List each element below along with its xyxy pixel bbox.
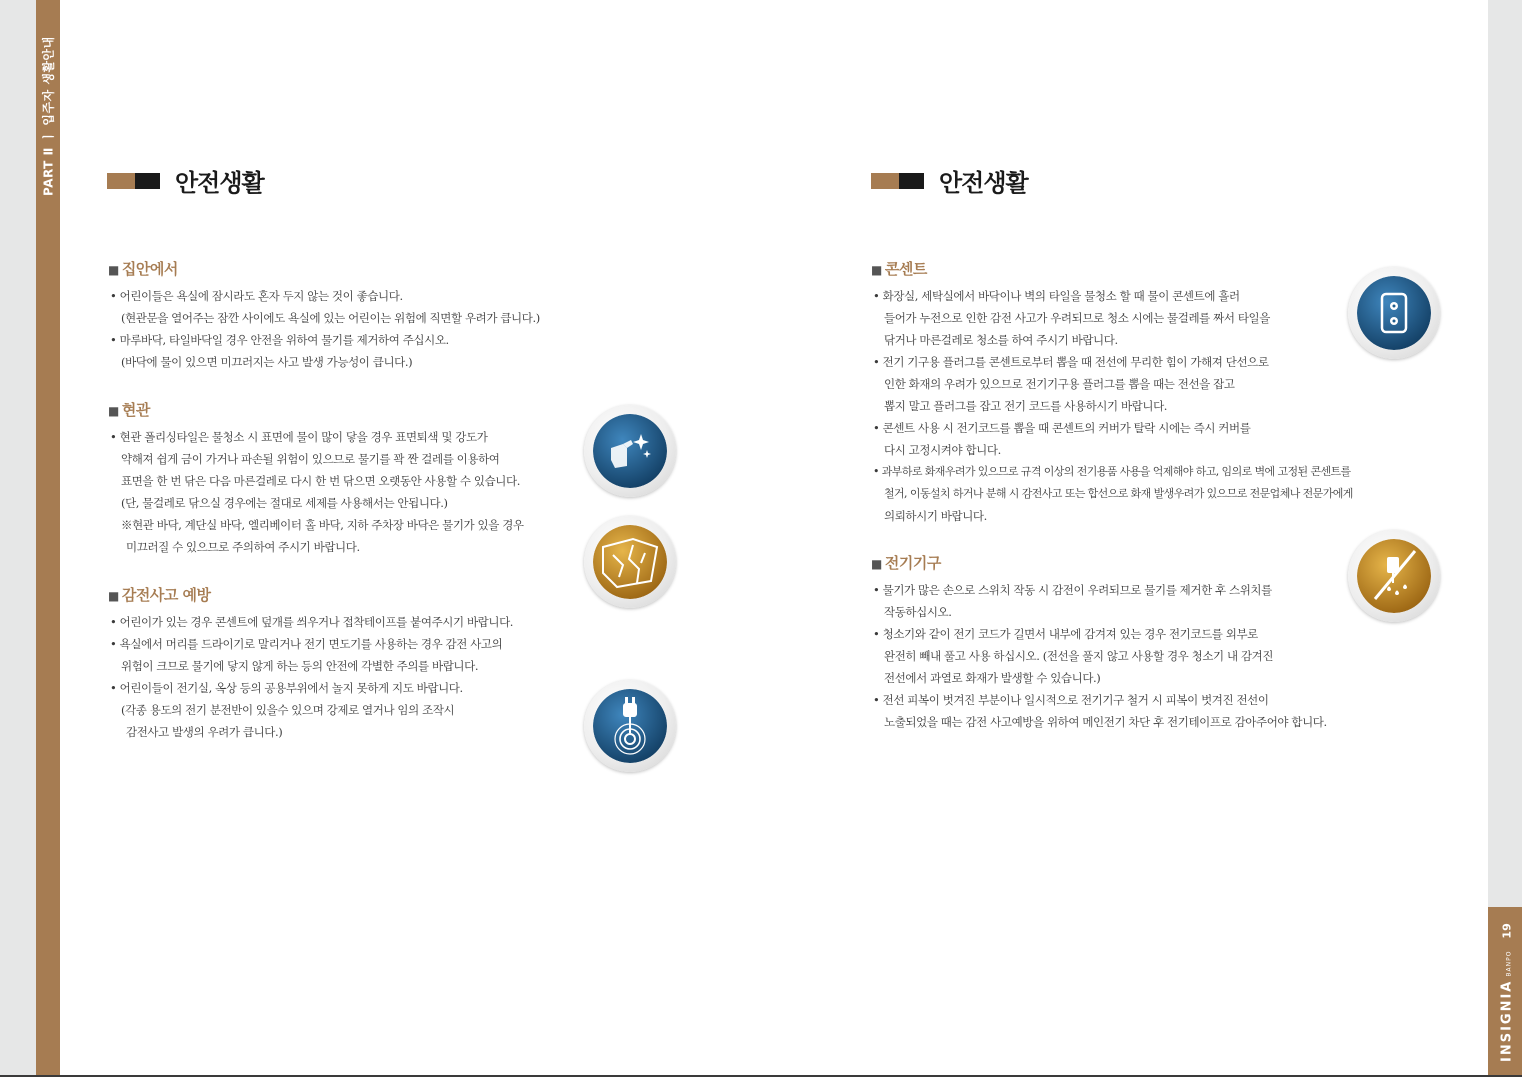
text-line: 뽑지 말고 플러그를 잡고 전기 코드를 사용하시기 바랍니다. [884,399,1168,413]
text-line: 표면을 한 번 닦은 다음 마른걸레로 다시 한 번 닦으면 오랫동안 사용할 수 있습니다. [121,474,520,488]
text-line: 닦거나 마른걸레로 청소를 하여 주시기 바랍니다. [884,333,1118,347]
text-line: • 콘센트 사용 시 전기코드를 뽑을 때 콘센트의 커버가 탈락 시에는 즉시 커버를 [873,421,1251,435]
text-line: • 물기가 많은 손으로 스위치 작동 시 감전이 우려되므로 물기를 제거한 후 스위치를 [873,583,1272,597]
text-line: • 전기 기구용 플러그를 콘센트로부터 뽑을 때 전선에 무리한 힘이 가해져 단선으로 [873,355,1269,369]
title-decoration [871,173,924,189]
no-wet-plug-icon [1348,530,1440,622]
text-line: (단, 물걸레로 닦으실 경우에는 절대로 세제를 사용해서는 안됩니다.) [121,496,448,510]
left-page-title-text: 안전생활 [175,169,264,197]
text-line: ※현관 바닥, 계단실 바닥, 엘리베이터 홀 바닥, 지하 주차장 바닥은 물기가 있을 경우 [121,518,524,532]
shock-plug-icon [584,680,676,772]
text-line: 인한 화재의 우려가 있으므로 전기기구용 플러그를 뽑을 때는 전선을 잡고 [884,377,1235,391]
outlet-icon [1348,267,1440,359]
section-outlet [871,258,1353,527]
brand-name: INSIGNIA [1499,979,1515,1062]
text-line: • 전선 피복이 벗겨진 부분이나 일시적으로 전기기구 철거 시 피복이 벗겨진 전선이 [873,693,1269,707]
right-page-title [871,163,1028,198]
right-page-title-text: 안전생활 [939,169,1028,197]
text-line: (각종 용도의 전기 분전반이 있을수 있으며 강제로 열거나 임의 조작시 [121,703,455,717]
text-line: 전선에서 과열로 화재가 발생할 수 있습니다.) [884,671,1101,685]
page-number: 19 [1500,923,1514,939]
section-heading: ■ 집안에서 [108,260,178,278]
text-line: • 어린이들이 전기실, 옥상 등의 공용부위에서 놀지 못하게 지도 바랍니다. [110,681,463,695]
text-line: 미끄러질 수 있으므로 주의하여 주시기 바랍니다. [126,540,360,554]
brand-sub: BANPO [1505,950,1513,977]
text-line: 노출되었을 때는 감전 사고예방을 위하여 메인전기 차단 후 전기테이프로 감아주어야 합니다. [884,715,1327,729]
section-appliances [871,552,1327,733]
text-line: 철거, 이동설치 하거나 분해 시 감전사고 또는 합선으로 화재 발생우려가 있으므로 전문업체나 전문가에게 [884,487,1353,500]
text-line: 위험이 크므로 물기에 닿지 않게 하는 등의 안전에 각별한 주의를 바랍니다. [121,659,479,673]
text-line: 들어가 누전으로 인한 감전 사고가 우려되므로 청소 시에는 물걸레를 짜서 타일을 [884,311,1270,325]
title-decoration [107,173,160,189]
text-line: • 현관 폴리싱타일은 물청소 시 표면에 물이 많이 닿을 경우 표면퇴색 및 강도가 [110,430,488,444]
spray-cleaner-icon [584,405,676,497]
text-line: 다시 고정시켜야 합니다. [884,443,1001,457]
section-shock-prevention [108,584,513,743]
text-line: 작동하십시오. [884,605,952,619]
left-page-edge [0,0,36,1077]
text-line: (현관문을 열어주는 잠깐 사이에도 욕실에 있는 어린이는 위험에 직면할 우려가 큽니다.) [121,311,540,325]
section-home [108,258,540,373]
text-line: • 욕실에서 머리를 드라이기로 말리거나 전기 면도기를 사용하는 경우 감전 사고의 [110,637,503,651]
left-side-tab-label-wrap [36,0,60,200]
text-line: • 마루바닥, 타일바닥일 경우 안전을 위하여 물기를 제거하여 주십시오. [110,333,449,347]
text-line: 감전사고 발생의 우려가 큽니다.) [126,725,283,739]
text-line: • 어린이가 있는 경우 콘센트에 덮개를 씌우거나 접착테이프를 붙여주시기 바랍니다. [110,615,514,629]
section-heading: ■ 현관 [108,401,150,419]
section-heading: ■ 전기기구 [871,554,941,572]
text-line: (바닥에 물이 있으면 미끄러지는 사고 발생 가능성이 큽니다.) [121,355,413,369]
right-side-tab-label [1496,923,1515,1062]
section-entrance [108,399,524,558]
left-page-title [107,163,264,198]
text-line: • 청소기와 같이 전기 코드가 길면서 내부에 감겨져 있는 경우 전기코드를 외부로 [873,627,1258,641]
section-heading: ■ 감전사고 예방 [108,586,211,604]
cracked-tile-icon [584,516,676,608]
text-line: • 과부하로 화재우려가 있으므로 규격 이상의 전기용품 사용을 억제해야 하고, 임의로 벽에 고정된 콘센트를 [873,465,1351,478]
text-line: 완전히 빼내 풀고 사용 하십시오. (전선을 풀지 않고 사용할 경우 청소기 내 감겨진 [884,649,1274,663]
section-heading: ■ 콘센트 [871,260,927,278]
text-line: 의뢰하시기 바랍니다. [884,509,987,523]
text-line: • 어린이들은 욕실에 잠시라도 혼자 두지 않는 것이 좋습니다. [110,289,403,303]
left-side-tab-label: PART Ⅱ ㅣ 입주자 생활안내 [41,36,56,196]
text-line: • 화장실, 세탁실에서 바닥이나 벽의 타일을 물청소 할 때 물이 콘센트에 흘러 [873,289,1240,303]
text-line: 약해져 쉽게 금이 가거나 파손될 위험이 있으므로 물기를 꽉 짠 걸레를 이용하여 [121,452,500,466]
